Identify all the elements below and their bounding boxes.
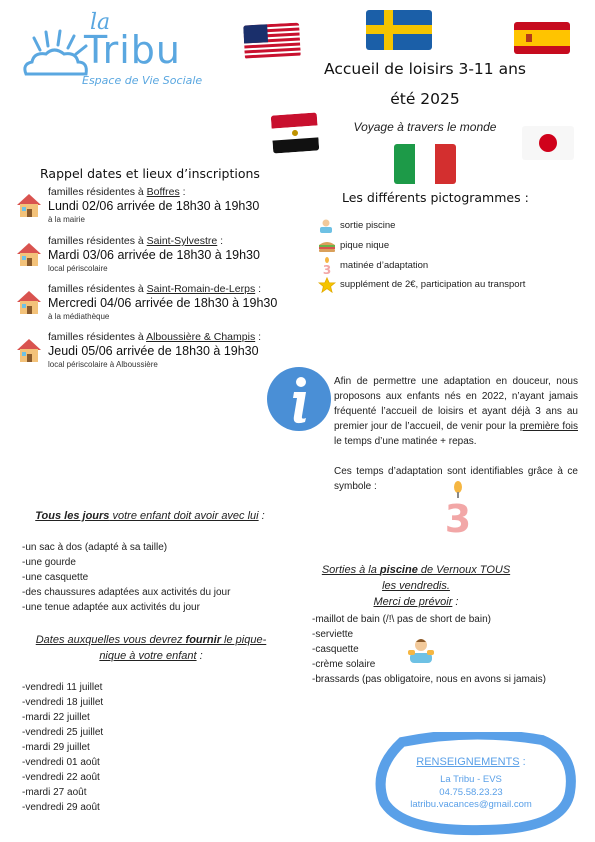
info-icon [266, 366, 332, 432]
place-name: Saint-Romain-de-Lerps [146, 283, 256, 295]
everyday-list [22, 540, 292, 615]
pictogram-label: pique nique [340, 240, 390, 251]
pictogram-item [318, 238, 578, 254]
contact-email[interactable]: latribu.vacances@gmail.com [410, 799, 532, 810]
list-item: -un sac à dos (adapté à sa taille) [22, 542, 168, 553]
place-name: Alboussière & Champis [146, 331, 256, 343]
inscription-date: Mardi 03/06 arrivée de 18h30 à 19h30 [48, 248, 260, 262]
list-item: -mardi 29 juillet [22, 742, 90, 753]
spain-flag-icon [514, 22, 570, 54]
list-item: -vendredi 18 juillet [22, 697, 104, 708]
list-item: -vendredi 29 août [22, 802, 100, 813]
candle-three-icon [320, 257, 334, 275]
pool-list [312, 612, 562, 687]
pool-heading: Sorties à la piscine de Vernoux TOUS les vendredis. [321, 564, 511, 592]
everyday-heading: Tous les jours votre enfant doit avoir avec lui : [35, 510, 265, 522]
list-item: -serviette [312, 629, 354, 640]
inscription-item: familles résidentes à Saint-Romain-de-Lerps : Mercredi 04/06 arrivée de 18h30 à 19h30 à la médiathèque [16, 283, 306, 327]
inscription-date: Jeudi 05/06 arrivée de 18h30 à 19h30 [48, 344, 259, 358]
inscriptions-heading: Rappel dates et lieux d’inscriptions [40, 166, 260, 181]
italy-flag-icon [394, 144, 456, 184]
pictogram-item [318, 277, 588, 293]
house-icon [16, 241, 42, 267]
info-paragraph: Afin de permettre une adaptation en douceur, nous proposons aux enfants nés en 2022, n’ayant jamais fréquenté l’accueil de loisirs et ayant déjà 3 ans au premier jour de l’accueil, de venir pour la première fois le temps d’une matinée + repas. [334, 376, 578, 447]
list-item: -une gourde [22, 557, 76, 568]
inscription-item: familles résidentes à Alboussière & Champis : Jeudi 05/06 arrivée de 18h30 à 19h30 local périscolaire à Alboussière [16, 331, 306, 375]
contact-phone: 04.75.58.23.23 [439, 787, 503, 798]
logo-tribu: Tribu [84, 28, 182, 72]
list-item: -brassards (pas obligatoire, nous en avons si jamais) [312, 674, 546, 685]
inscription-date: Mercredi 04/06 arrivée de 18h30 à 19h30 [48, 296, 278, 310]
house-icon [16, 192, 42, 218]
contact-name: La Tribu - EVS [440, 774, 502, 785]
list-item: -crème solaire [312, 659, 376, 670]
pictogram-item [318, 218, 578, 234]
pool-subheading: Merci de prévoir : [373, 596, 459, 608]
pictogram-label: matinée d’adaptation [340, 260, 429, 271]
pictogram-label: sortie piscine [340, 220, 396, 231]
pictogram-label: supplément de 2€, participation au transport [340, 279, 526, 290]
list-item: -vendredi 22 août [22, 772, 100, 783]
swimmer-icon [318, 218, 334, 234]
list-item: -vendredi 25 juillet [22, 727, 104, 738]
candle-three-icon [440, 480, 476, 536]
svg-text:3: 3 [322, 263, 332, 275]
pictogram-item [318, 257, 578, 273]
inscription-location: à la mairie [48, 215, 85, 224]
house-icon [16, 289, 42, 315]
list-item: -une casquette [22, 572, 89, 583]
picnic-dates [22, 680, 222, 815]
star-icon [318, 277, 336, 293]
pictograms-heading: Les différents pictogrammes : [342, 190, 529, 205]
inscription-location: local périscolaire à Alboussière [48, 360, 158, 369]
logo-tagline: Espace de Vie Sociale [82, 74, 203, 87]
page-title: Accueil de loisirs 3-11 ans [324, 60, 526, 78]
theme-subtitle: Voyage à travers le monde [353, 120, 497, 134]
sweden-flag-icon [366, 10, 432, 50]
inscription-location: à la médiathèque [48, 312, 110, 321]
logo-la: la [90, 10, 111, 35]
inscription-item: familles résidentes à Boffres : Lundi 02/06 arrivée de 18h30 à 19h30 à la mairie [16, 186, 306, 230]
place-name: Saint-Sylvestre [146, 235, 218, 247]
place-name: Boffres [146, 186, 180, 198]
info-paragraph-2: Ces temps d’adaptation sont identifiables grâce à ce symbole : [334, 466, 578, 492]
list-item: -casquette [312, 644, 359, 655]
sandwich-icon [318, 238, 336, 254]
svg-text:3: 3 [444, 497, 472, 536]
contact-heading: RENSEIGNEMENTS : [416, 756, 526, 768]
picnic-heading: Dates auxquelles vous devrez fournir le pique-nique à votre enfant : [35, 634, 267, 662]
list-item: -maillot de bain (/!\ pas de short de bain) [312, 614, 491, 625]
swimmer-icon [406, 636, 436, 666]
house-icon [16, 337, 42, 363]
list-item: -mardi 27 août [22, 787, 87, 798]
usa-flag-icon [243, 23, 301, 60]
list-item: -vendredi 01 août [22, 757, 100, 768]
inscription-date: Lundi 02/06 arrivée de 18h30 à 19h30 [48, 199, 260, 213]
list-item: -mardi 22 juillet [22, 712, 90, 723]
inscription-item: familles résidentes à Saint-Sylvestre : Mardi 03/06 arrivée de 18h30 à 19h30 local périscolaire [16, 235, 306, 279]
list-item: -une tenue adaptée aux activités du jour [22, 602, 200, 613]
inscription-location: local périscolaire [48, 264, 108, 273]
list-item: -vendredi 11 juillet [22, 682, 103, 693]
list-item: -des chaussures adaptées aux activités du jour [22, 587, 231, 598]
season-title: été 2025 [390, 90, 460, 108]
logo [18, 10, 208, 96]
